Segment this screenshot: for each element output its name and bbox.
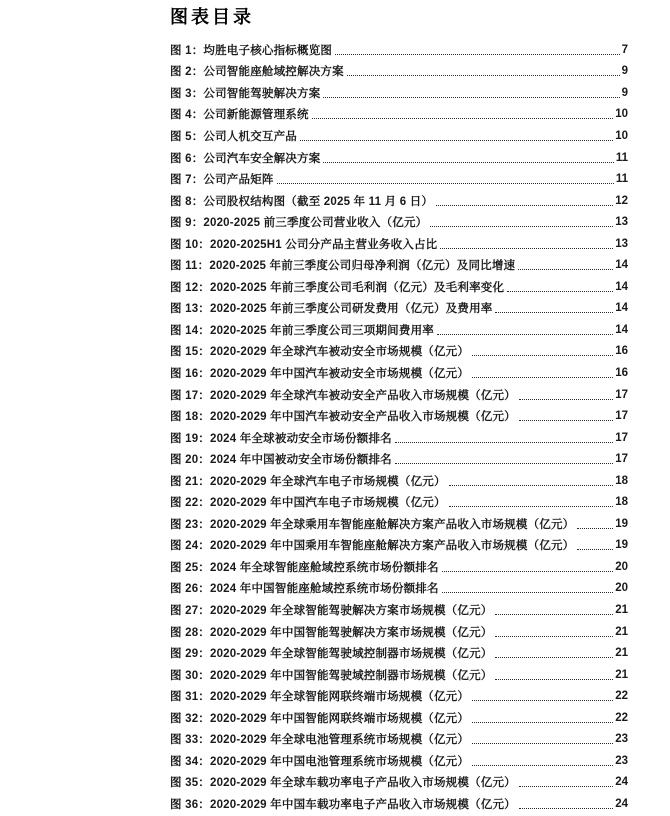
toc-entry[interactable] [170,599,628,621]
toc-page-number: 16 [615,345,628,358]
toc-page-number: 23 [615,754,628,767]
toc-leader-dots [577,549,613,550]
toc-page-number: 18 [615,496,628,509]
toc-page-number: 20 [615,582,628,595]
toc-entry[interactable] [170,298,628,320]
toc-entry[interactable] [170,362,628,384]
toc-leader-dots [577,528,613,529]
toc-entry[interactable] [170,535,628,557]
toc-page-number: 14 [615,302,628,315]
toc-page-number: 18 [615,474,628,487]
toc-entry[interactable] [170,470,628,492]
toc-entry[interactable] [170,82,628,104]
toc-leader-dots [472,355,613,356]
toc-leader-dots [395,463,613,464]
toc-entry-label: 图 34：2020-2029 年中国电池管理系统市场规模（亿元） [170,755,470,768]
toc-page-number: 24 [615,776,628,789]
toc-entry[interactable] [170,621,628,643]
toc-page-number: 19 [615,539,628,552]
toc-leader-dots [518,269,613,270]
toc-entry[interactable] [170,147,628,169]
toc-entry-label: 图 18：2020-2029 年中国汽车被动安全产品收入市场规模（亿元） [170,411,516,424]
toc-entry-label: 图 32：2020-2029 年中国智能网联终端市场规模（亿元） [170,712,470,725]
toc-entry[interactable] [170,405,628,427]
toc-entry-label: 图 31：2020-2029 年全球智能网联终端市场规模（亿元） [170,691,470,704]
toc-entry[interactable] [170,729,628,751]
toc-page-number: 12 [615,194,628,207]
toc-entry[interactable] [170,125,628,147]
toc-entry-label: 图 24：2020-2029 年中国乘用车智能座舱解决方案产品收入市场规模（亿元） [170,540,575,553]
toc-page-number: 14 [615,280,628,293]
toc-entry-label: 图 22：2020-2029 年中国汽车电子市场规模（亿元） [170,497,446,510]
toc-page-number: 10 [615,129,628,142]
toc-entry-label: 图 11：2020-2025 年前三季度公司归母净利润（亿元）及同比增速 [170,260,516,273]
toc-entry[interactable] [170,319,628,341]
toc-page-number: 24 [615,797,628,810]
toc-entry[interactable] [170,664,628,686]
toc-leader-dots [442,571,614,572]
toc-entry[interactable] [170,642,628,664]
toc-leader-dots [495,312,613,313]
toc-page-number: 9 [621,65,628,78]
toc-entry-label: 图 33：2020-2029 年全球电池管理系统市场规模（亿元） [170,734,470,747]
toc-leader-dots [495,679,613,680]
toc-leader-dots [347,75,620,76]
toc-entry-label: 图 2：公司智能座舱域控解决方案 [170,66,344,79]
toc-page-number: 21 [615,668,628,681]
toc-page-number: 17 [615,388,628,401]
toc-page-number: 22 [615,711,628,724]
toc-entry-label: 图 3：公司智能驾驶解决方案 [170,87,321,100]
toc-entry-label: 图 29：2020-2029 年全球智能驾驶域控制器市场规模（亿元） [170,648,493,661]
toc-entry[interactable] [170,254,628,276]
toc-entry[interactable] [170,190,628,212]
toc-page-number: 21 [615,647,628,660]
toc-page-number: 17 [615,410,628,423]
toc-leader-dots [519,786,613,787]
toc-leader-dots [440,248,613,249]
toc-leader-dots [442,592,614,593]
toc-leader-dots [430,226,613,227]
toc-entry[interactable] [170,427,628,449]
toc-entry-label: 图 6：公司汽车安全解决方案 [170,152,321,165]
toc-entry-label: 图 10：2020-2025H1 公司分产品主营业务收入占比 [170,238,438,251]
toc-page-number: 10 [615,108,628,121]
toc-page-number: 22 [615,690,628,703]
page-title: 图表目录 [170,7,254,27]
toc-page-number: 17 [615,453,628,466]
toc-entry[interactable] [170,707,628,729]
toc-entry[interactable] [170,39,628,61]
toc-entry[interactable] [170,772,628,794]
toc-entry-label: 图 12：2020-2025 年前三季度公司毛利润（亿元）及毛利率变化 [170,281,505,294]
toc-page-number: 13 [615,237,628,250]
toc-page-number: 13 [615,216,628,229]
toc-page-number: 23 [615,733,628,746]
toc-entry-label: 图 4：公司新能源管理系统 [170,109,309,122]
toc-page-number: 14 [615,259,628,272]
toc-entry-label: 图 28：2020-2029 年中国智能驾驶解决方案市场规模（亿元） [170,626,493,639]
toc-entry-label: 图 1：均胜电子核心指标概览图 [170,44,333,57]
toc-entry-label: 图 13：2020-2025 年前三季度公司研发费用（亿元）及费用率 [170,303,493,316]
toc-entry[interactable] [170,448,628,470]
toc-entry-label: 图 14：2020-2025 年前三季度公司三项期间费用率 [170,324,434,337]
toc-entry-label: 图 19：2024 年全球被动安全市场份额排名 [170,432,392,445]
toc-entry-label: 图 27：2020-2029 年全球智能驾驶解决方案市场规模（亿元） [170,604,493,617]
toc-entry-label: 图 21：2020-2029 年全球汽车电子市场规模（亿元） [170,475,446,488]
toc-entry[interactable] [170,685,628,707]
toc-leader-dots [472,700,613,701]
toc-page-number: 9 [621,86,628,99]
figures-toc-page [170,4,628,815]
toc-entry-label: 图 35：2020-2029 年全球车载功率电子产品收入市场规模（亿元） [170,777,516,790]
toc-leader-dots [449,506,614,507]
toc-entry[interactable] [170,104,628,126]
toc-leader-dots [519,808,613,809]
toc-entry[interactable] [170,61,628,83]
toc-leader-dots [449,485,614,486]
toc-entry-label: 图 8：公司股权结构图（截至 2025 年 11 月 6 日） [170,195,434,208]
toc-page-number: 16 [615,366,628,379]
toc-page-number: 11 [615,151,628,164]
toc-leader-dots [472,743,613,744]
toc-entry-label: 图 7：公司产品矩阵 [170,174,274,187]
toc-leader-dots [507,291,613,292]
figures-toc-list [170,39,628,815]
toc-leader-dots [519,420,613,421]
toc-leader-dots [495,614,613,615]
toc-leader-dots [395,442,613,443]
toc-entry-label: 图 30：2020-2029 年中国智能驾驶域控制器市场规模（亿元） [170,669,493,682]
toc-leader-dots [495,657,613,658]
toc-entry[interactable] [170,578,628,600]
toc-leader-dots [436,205,613,206]
toc-entry-label: 图 20：2024 年中国被动安全市场份额排名 [170,454,392,467]
toc-leader-dots [335,54,620,55]
toc-entry-label: 图 16：2020-2029 年中国汽车被动安全市场规模（亿元） [170,367,470,380]
toc-entry-label: 图 25：2024 年全球智能座舱域控系统市场份额排名 [170,561,439,574]
toc-page-number: 21 [615,603,628,616]
toc-entry[interactable] [170,556,628,578]
toc-leader-dots [519,399,613,400]
toc-page-number: 19 [615,517,628,530]
toc-entry-label: 图 36：2020-2029 年中国车载功率电子产品收入市场规模（亿元） [170,798,516,811]
toc-leader-dots [323,97,619,98]
toc-leader-dots [472,765,613,766]
toc-entry-label: 图 9：2020-2025 前三季度公司营业收入（亿元） [170,217,428,230]
toc-leader-dots [277,183,614,184]
toc-entry[interactable] [170,491,628,513]
toc-entry-label: 图 26：2024 年中国智能座舱域控系统市场份额排名 [170,583,439,596]
toc-entry[interactable] [170,384,628,406]
toc-entry-label: 图 23：2020-2029 年全球乘用车智能座舱解决方案产品收入市场规模（亿元） [170,518,575,531]
toc-leader-dots [323,162,613,163]
toc-page-number: 14 [615,323,628,336]
toc-page-number: 17 [615,431,628,444]
toc-leader-dots [300,140,613,141]
toc-entry[interactable] [170,750,628,772]
toc-entry[interactable] [170,341,628,363]
toc-entry[interactable] [170,793,628,815]
toc-page-number: 11 [615,173,628,186]
toc-entry-label: 图 17：2020-2029 年全球汽车被动安全产品收入市场规模（亿元） [170,389,516,402]
toc-entry[interactable] [170,233,628,255]
toc-entry[interactable] [170,513,628,535]
toc-leader-dots [312,118,614,119]
toc-entry[interactable] [170,168,628,190]
toc-entry-label: 图 15：2020-2029 年全球汽车被动安全市场规模（亿元） [170,346,470,359]
toc-page-number: 7 [621,43,628,56]
toc-leader-dots [495,636,613,637]
toc-page-number: 21 [615,625,628,638]
toc-page-number: 20 [615,560,628,573]
toc-leader-dots [472,722,613,723]
toc-leader-dots [472,377,613,378]
toc-leader-dots [437,334,613,335]
toc-entry[interactable] [170,276,628,298]
toc-entry[interactable] [170,211,628,233]
toc-entry-label: 图 5：公司人机交互产品 [170,130,297,143]
